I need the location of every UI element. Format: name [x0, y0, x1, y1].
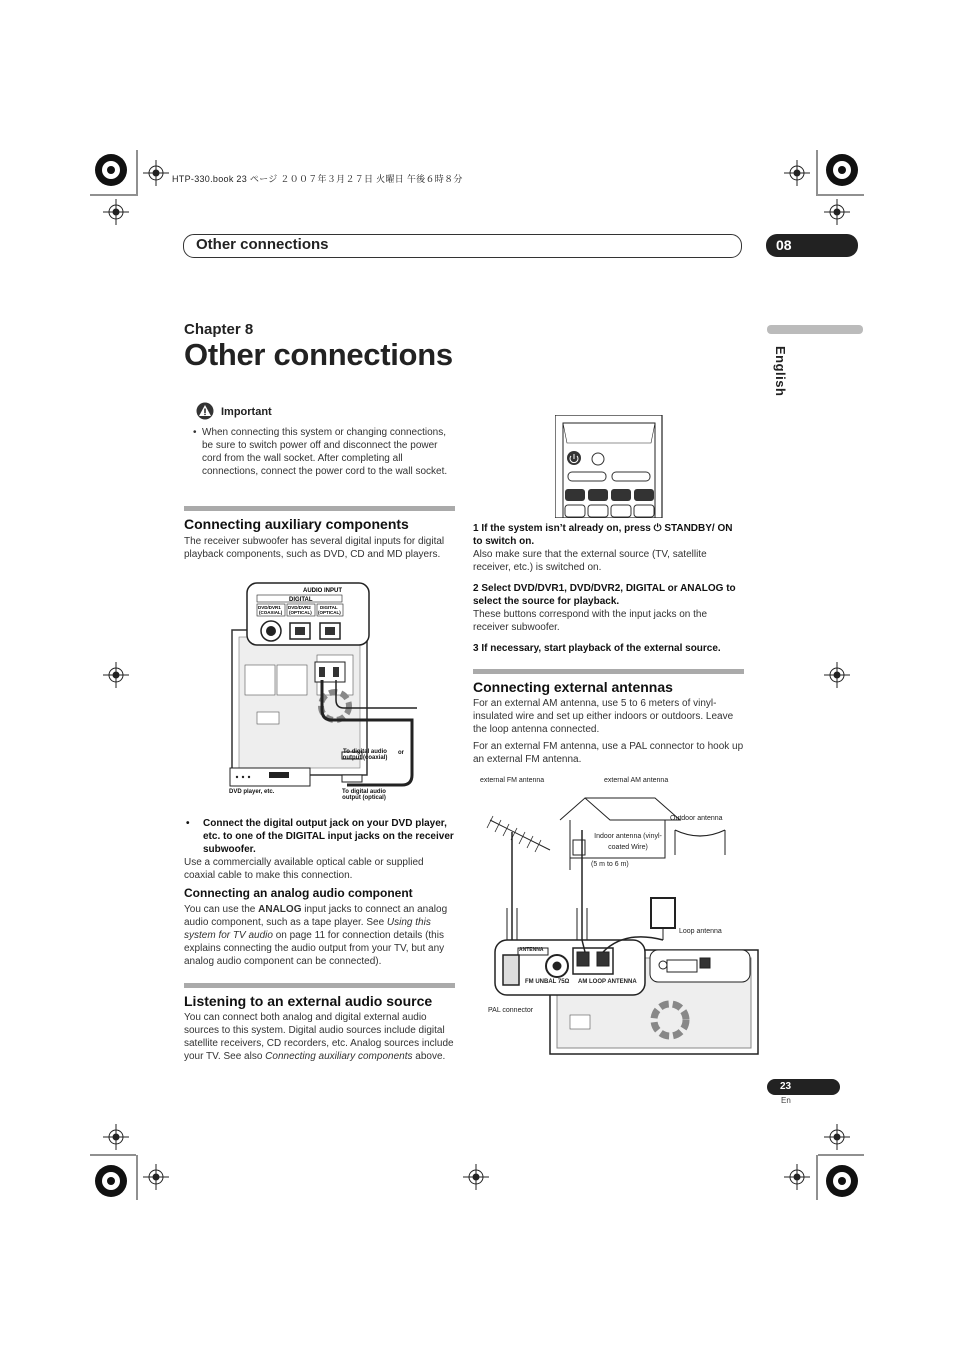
indoor-antenna-label: Indoor antenna (vinyl-coated Wire) — [594, 833, 662, 851]
dvd-player-label: DVD player, etc. — [229, 789, 275, 795]
svg-text:(OPTICAL): (OPTICAL) — [289, 610, 312, 615]
wire-length-label: (5 m to 6 m) — [591, 861, 629, 868]
language-tab — [767, 325, 863, 334]
warning-icon — [196, 402, 214, 420]
page-title: Other connections — [184, 337, 453, 372]
page-number-badge: 23 — [767, 1079, 840, 1095]
registration-mark-icon — [463, 1164, 489, 1190]
pal-connector-label: PAL connector — [488, 1007, 534, 1014]
am-loop-label: AM LOOP ANTENNA — [578, 979, 637, 985]
audio-input-label: AUDIO INPUT — [303, 588, 342, 594]
to-optical-label: To digital audio output (optical) — [342, 789, 386, 801]
aux-instruction-note: Use a commercially available optical cable or supplied coaxial cable to make this connection. — [184, 857, 424, 881]
important-heading: Important — [221, 406, 272, 418]
step-2-heading: 2 Select DVD/DVR1, DVD/DVR2, DIGITAL or ANALOG to select the source for playback. — [473, 583, 736, 607]
loop-antenna-label: Loop antenna — [679, 928, 722, 935]
ext-am-label: external AM antenna — [604, 777, 669, 784]
registration-mark-icon — [824, 199, 850, 225]
step-3-heading: 3 If necessary, start playback of the external source. — [473, 643, 721, 654]
outdoor-antenna-label: Outdoor antenna — [670, 815, 723, 822]
digital-label: DIGITAL — [289, 597, 313, 603]
antennas-text-1: For an external AM antenna, use 5 to 6 meters of vinyl-insulated wire and set up either indoors or outdoors. Leave the loop antenna connected. — [473, 698, 734, 735]
section-title: Other connections — [196, 236, 329, 253]
listening-heading: Listening to an external audio source — [184, 993, 433, 1009]
registration-mark-icon — [143, 160, 169, 186]
registration-mark-icon — [824, 662, 850, 688]
ext-fm-label: external FM antenna — [480, 777, 545, 784]
language-label: English — [773, 346, 788, 397]
step-2-body: These buttons correspond with the input jacks on the receiver subwoofer. — [473, 609, 708, 633]
or-label: or — [398, 750, 404, 756]
analog-text: You can use the ANALOG input jacks to connect an analog audio component, such as a tape player. See Using this system for TV audio on page 11 for connection details (this explains connecting the audio output from your TV, but any analog audio component can be connected). — [184, 904, 448, 967]
section-header — [183, 234, 742, 258]
registration-mark-icon — [824, 1124, 850, 1150]
aux-intro: The receiver subwoofer has several digital inputs for digital playback components, such as DVD, CD and MD players. — [184, 536, 445, 560]
remote-control-illustration — [555, 415, 665, 518]
to-coaxial-label: To digital audio output (coaxial) — [342, 749, 388, 761]
registration-mark-icon — [103, 199, 129, 225]
step-1-body: Also make sure that the external source (TV, satellite receiver, etc.) is switched on. — [473, 549, 707, 573]
svg-text:DVD/DVR2: DVD/DVR2 — [288, 605, 311, 610]
digital-input-diagram — [227, 580, 427, 810]
svg-text:(OPTICAL): (OPTICAL) — [318, 610, 341, 615]
section-rule — [184, 506, 455, 511]
fm-unbal-label: FM UNBAL 75Ω — [525, 979, 570, 985]
bullet: • — [193, 427, 197, 438]
aux-heading: Connecting auxiliary components — [184, 516, 409, 532]
aux-instruction: Connect the digital output jack on your DVD player, etc. to one of the DIGITAL input jacks on the receiver subwoofer. — [203, 818, 454, 855]
chapter-number-badge: 08 — [766, 234, 858, 257]
page-language: En — [781, 1096, 791, 1105]
svg-text:(COAXIAL): (COAXIAL) — [259, 610, 283, 615]
aux-bullet-dot: • — [186, 818, 190, 829]
chapter-label: Chapter 8 — [184, 321, 254, 338]
analog-heading: Connecting an analog audio component — [184, 886, 413, 900]
step-1-heading: 1 If the system isn’t already on, press ⏻ STANDBY/ ON to switch on. — [473, 523, 733, 547]
registration-mark-icon — [784, 160, 810, 186]
listening-text: You can connect both analog and digital external audio sources to this system. Digital audio sources include digital satellite receivers, CD recorders, etc. Analog sources include your TV. See also Connecting auxiliary components above. — [184, 1012, 454, 1062]
print-header: HTP-330.book 23 ページ ２００７年３月２７日 火曜日 午後６時８分 — [172, 174, 463, 184]
section-rule — [184, 983, 455, 988]
antennas-heading: Connecting external antennas — [473, 679, 673, 695]
registration-mark-icon — [103, 662, 129, 688]
antenna-jack-label: ANTENNA — [519, 947, 544, 953]
section-rule — [473, 669, 744, 674]
important-text: When connecting this system or changing connections, be sure to switch power off and disconnect the power cord from the wall socket. After completing all connections, connect the power cord to the wall socket. — [202, 427, 448, 477]
svg-text:DVD/DVR1: DVD/DVR1 — [258, 605, 281, 610]
svg-text:DIGITAL: DIGITAL — [320, 605, 338, 610]
antennas-text-2: For an external FM antenna, use a PAL connector to hook up an external FM antenna. — [473, 741, 744, 765]
registration-mark-icon — [103, 1124, 129, 1150]
registration-mark-icon — [143, 1164, 169, 1190]
registration-mark-icon — [784, 1164, 810, 1190]
